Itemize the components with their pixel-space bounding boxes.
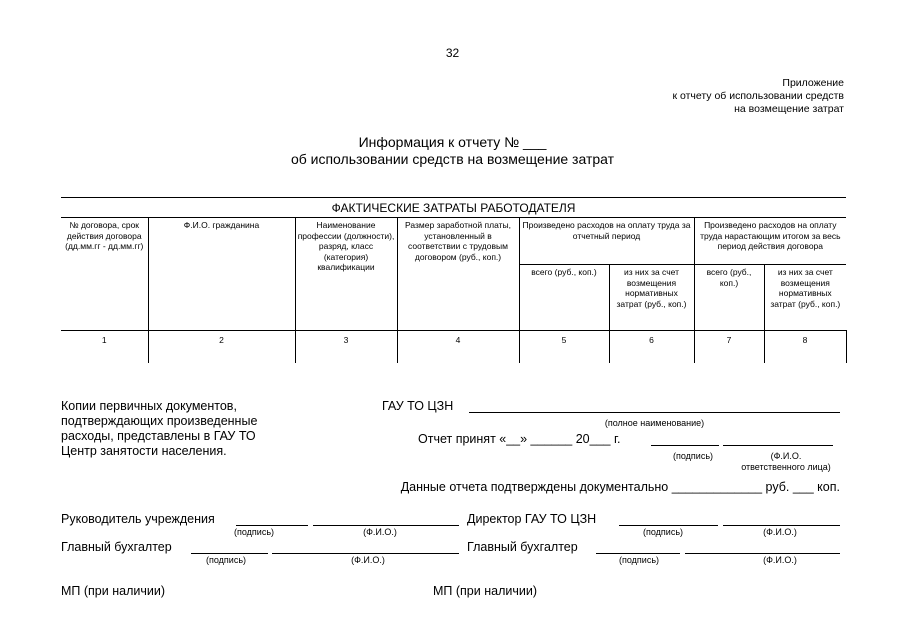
accepted-fio-caption [721,451,851,473]
head-label: Руководитель учреждения [61,512,215,526]
col-number-2: 2 [148,331,295,364]
chief-left-fio-caption: (Ф.И.О.) [351,555,385,565]
director-fio-caption: (Ф.И.О.) [763,527,797,537]
table-header: ФАКТИЧЕСКИЕ ЗАТРАТЫ РАБОТОДАТЕЛЯ [61,198,846,218]
director-label: Директор ГАУ ТО ЦЗН [467,512,597,526]
director-sign-caption: (подпись) [642,527,684,537]
chief-left-sign-caption: (подпись) [205,555,247,565]
document-title [0,134,905,168]
sub-reimb-period: из них за счет возмещения нормативных затрат (руб., коп.) [609,265,694,331]
head-fio-line[interactable] [313,525,459,526]
appendix-line-2: к отчету об использовании средств [672,90,844,102]
head-fio-caption: (Ф.И.О.) [363,527,397,537]
gau-label: ГАУ ТО ЦЗН [382,399,454,413]
title-line-2: об использовании средств на возмещение затрат [290,151,615,167]
director-sign-line[interactable] [619,525,718,526]
sub-total-period: всего (руб., коп.) [519,265,609,331]
group-period-header: Произведено расходов на оплату труда за отчетный период [519,218,694,265]
fio-caption-line-2: ответственного лица) [741,462,831,472]
col-number-3: 3 [295,331,397,364]
gau-name-line[interactable] [469,412,840,413]
copies-line-4: Центр занятости населения. [61,444,227,458]
costs-table [61,197,847,363]
col-number-8: 8 [764,331,846,364]
col-salary-header: Размер заработной платы, установленный в соответствии с трудовым договором (руб., коп.) [397,218,519,331]
fio-caption-line-1: (Ф.И.О. [770,451,802,461]
appendix-line-1: Приложение [782,77,844,89]
col-number-7: 7 [694,331,764,364]
appendix-line-3: на возмещение затрат [734,103,844,115]
sub-total-cumulative: всего (руб., коп.) [694,265,764,331]
chief-right-fio-line[interactable] [685,553,840,554]
accepted-fio-line[interactable] [723,445,833,446]
copies-note [61,399,257,459]
chief-right-sign-line[interactable] [596,553,680,554]
group-cumulative-header: Произведено расходов на оплату труда нарастающим итогом за весь период действия договора [694,218,846,265]
head-sign-caption: (подпись) [233,527,275,537]
director-fio-line[interactable] [723,525,840,526]
full-name-caption: (полное наименование) [604,418,705,428]
page-number: 32 [445,46,460,60]
copies-line-2: подтверждающих произведенные [61,414,258,428]
accepted-sign-line[interactable] [651,445,719,446]
copies-line-1: Копии первичных документов, [61,399,237,413]
col-profession-header: Наименование профессии (должности), разряд, класс (категория) квалификации [295,218,397,331]
chief-left-fio-line[interactable] [272,553,459,554]
head-sign-line[interactable] [236,525,308,526]
copies-line-3: расходы, представлены в ГАУ ТО [61,429,256,443]
accepted-sign-caption: (подпись) [672,451,714,461]
appendix-note [672,77,844,116]
col-citizen-header: Ф.И.О. гражданина [148,218,295,331]
col-contract-header: № договора, срок действия договора (дд.мм.гг - дд.мм.гг) [61,218,148,331]
chief-accountant-label-left: Главный бухгалтер [61,540,172,554]
col-number-5: 5 [519,331,609,364]
sub-reimb-cumulative: из них за счет возмещения нормативных затрат (руб., коп.) [764,265,846,331]
col-number-6: 6 [609,331,694,364]
chief-right-fio-caption: (Ф.И.О.) [763,555,797,565]
col-number-1: 1 [61,331,148,364]
stamp-place-right: МП (при наличии) [433,584,537,598]
stamp-place-left: МП (при наличии) [61,584,165,598]
report-accepted: Отчет принят «__» ______ 20___ г. [418,432,621,446]
chief-left-sign-line[interactable] [191,553,268,554]
col-number-4: 4 [397,331,519,364]
title-line-1: Информация к отчету № ___ [358,134,547,150]
confirmed-line: Данные отчета подтверждены документально _____________ руб. ___ коп. [400,480,840,494]
chief-accountant-label-right: Главный бухгалтер [467,540,578,554]
chief-right-sign-caption: (подпись) [618,555,660,565]
